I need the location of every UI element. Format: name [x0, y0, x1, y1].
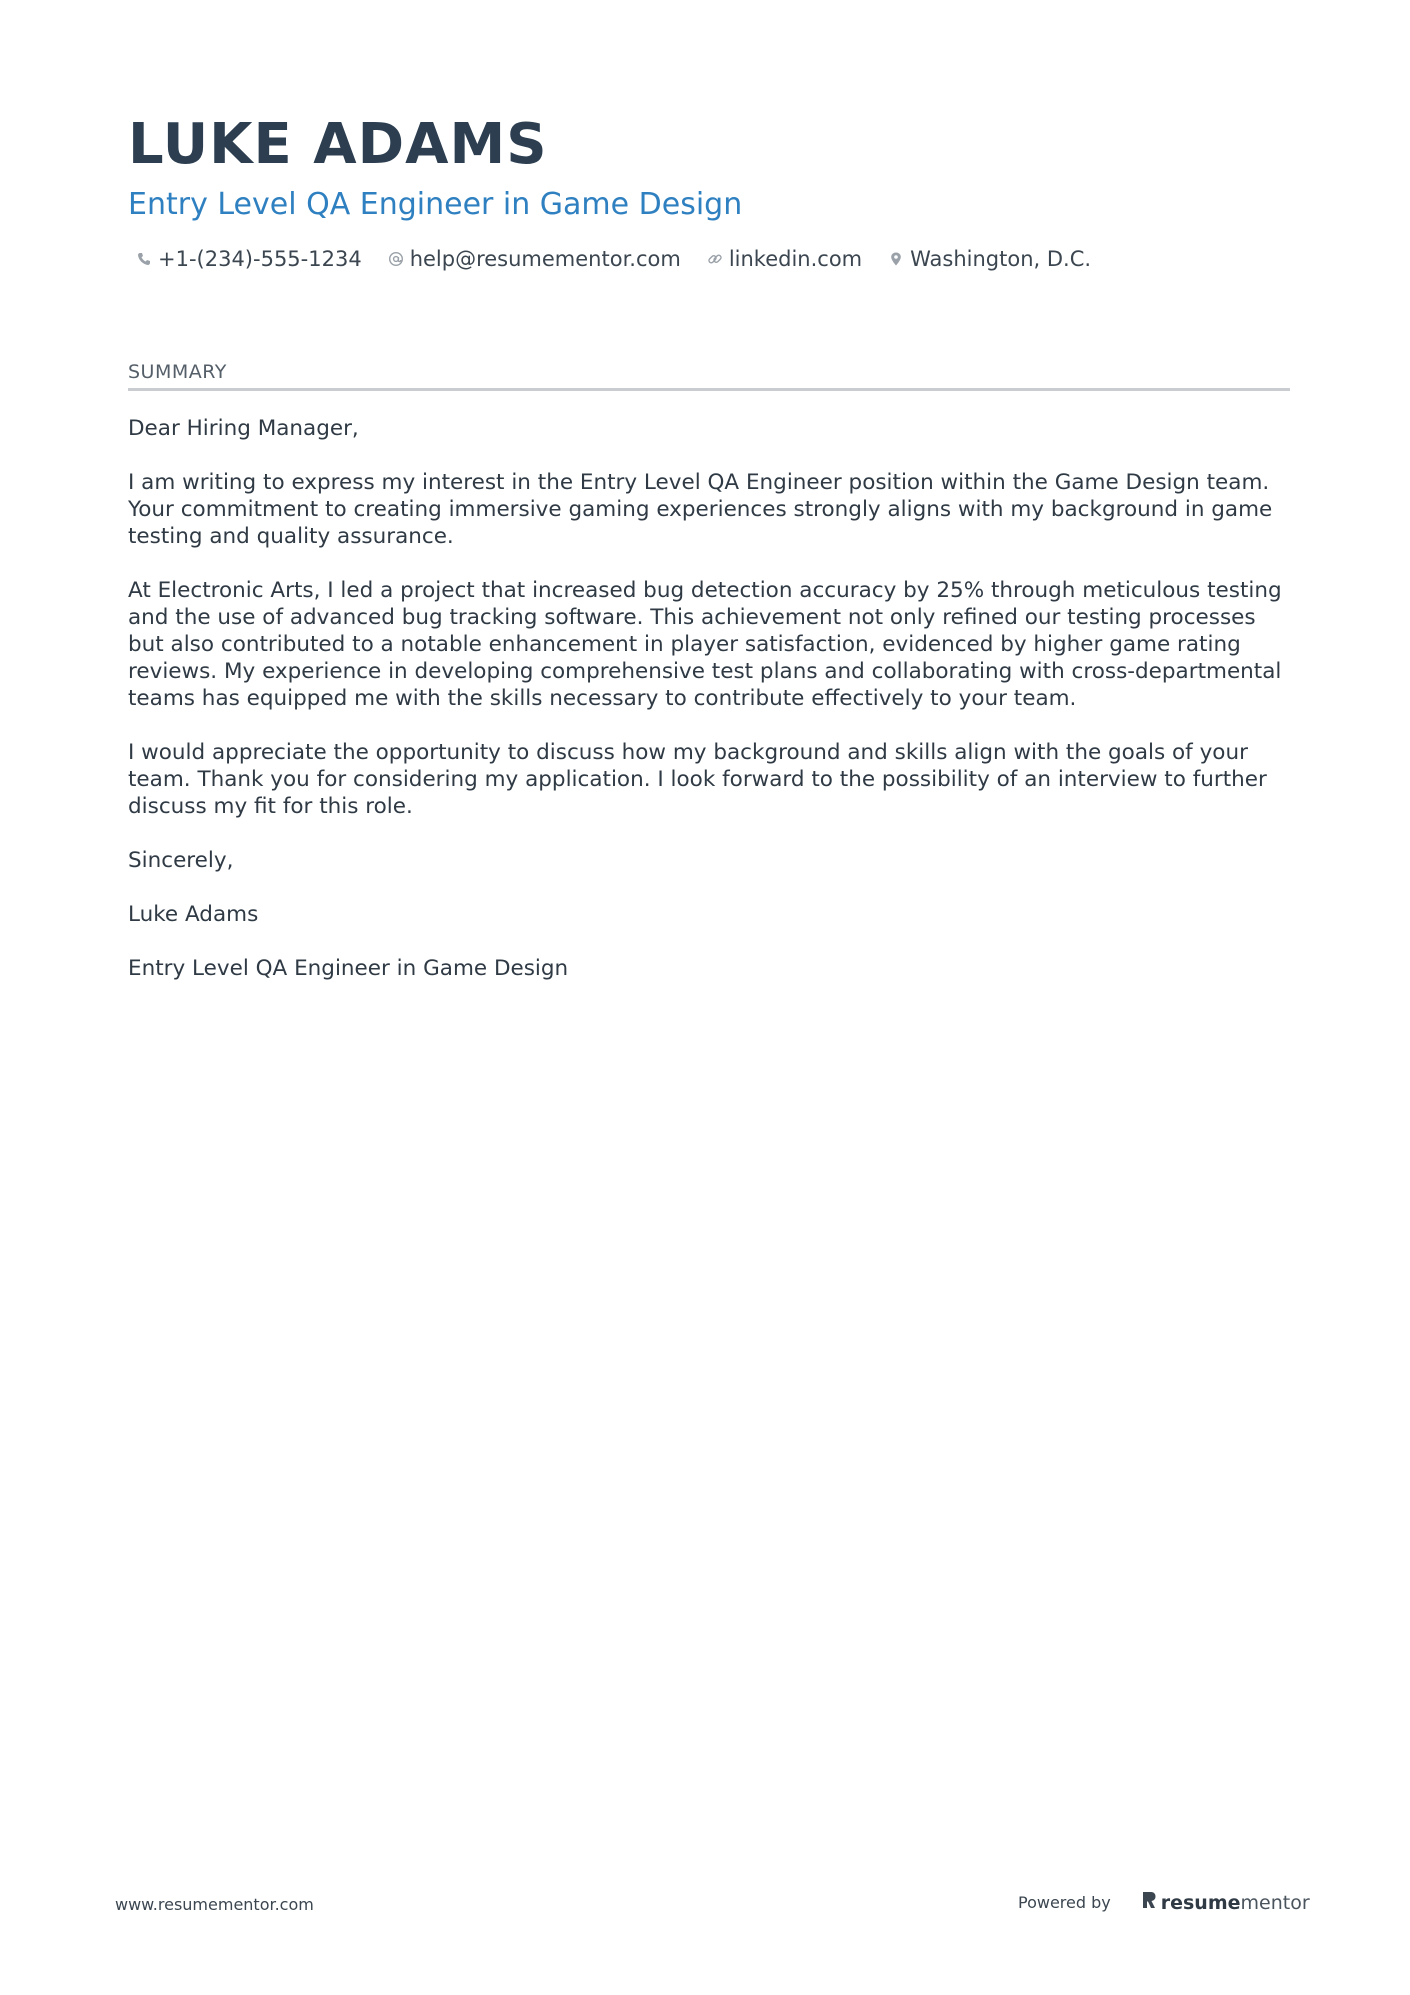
contact-linkedin-text: linkedin.com — [728, 247, 863, 271]
brand-logo[interactable] — [1141, 1890, 1310, 1915]
powered-by-label: Powered by — [1018, 1893, 1111, 1912]
phone-icon — [136, 251, 152, 267]
candidate-role: Entry Level QA Engineer in Game Design — [128, 187, 743, 222]
link-icon — [707, 251, 723, 267]
footer-powered-by — [1018, 1890, 1310, 1915]
letter-signature-name: Luke Adams — [128, 902, 259, 927]
contact-linkedin[interactable] — [707, 243, 862, 275]
contact-location — [888, 243, 1091, 275]
contact-phone-text: +1-(234)-555-1234 — [158, 247, 362, 271]
letter-signature-role: Entry Level QA Engineer in Game Design — [128, 956, 569, 981]
brand-name-light: mentor — [1240, 1891, 1310, 1914]
contact-email-text: help@resumementor.com — [409, 247, 681, 271]
letter-salutation: Dear Hiring Manager, — [128, 416, 359, 441]
contact-phone — [136, 243, 362, 275]
contact-email[interactable] — [388, 243, 681, 275]
candidate-name: LUKE ADAMS — [128, 112, 548, 177]
letter-paragraph-intro: I am writing to express my interest in the Entry Level QA Engineer position within the Game Design team. Your commitment to creating immersive gaming experiences strongly aligns with my background in game testing and quality assurance. — [128, 470, 1273, 549]
contact-location-text: Washington, D.C. — [910, 247, 1092, 271]
brand-name-bold: resume — [1160, 1891, 1241, 1914]
letter-body — [128, 415, 1298, 1009]
footer-website-link[interactable]: www.resumementor.com — [115, 1895, 314, 1914]
letter-signoff: Sincerely, — [128, 848, 234, 873]
letter-paragraph-experience: At Electronic Arts, I led a project that increased bug detection accuracy by 25% through meticulous testing and the use of advanced bug tracking software. This achievement not only refined our testing processes but also contributed to a notable enhancement in player satisfaction, evidenced by higher game rating reviews. My experience in developing comprehensive test plans and collaborating with cross-departmental teams has equipped me with the skills necessary to contribute effectively to your team. — [128, 578, 1282, 711]
at-icon — [388, 251, 404, 267]
letter-paragraph-closing: I would appreciate the opportunity to discuss how my background and skills align with the goals of your team. Thank you for considering my application. I look forward to the possibility of an interview to further discuss my fit for this role. — [128, 740, 1267, 819]
summary-heading: SUMMARY — [128, 360, 1290, 391]
contact-bar — [136, 243, 1091, 275]
location-pin-icon — [888, 251, 904, 267]
brand-logo-icon — [1141, 1890, 1157, 1915]
